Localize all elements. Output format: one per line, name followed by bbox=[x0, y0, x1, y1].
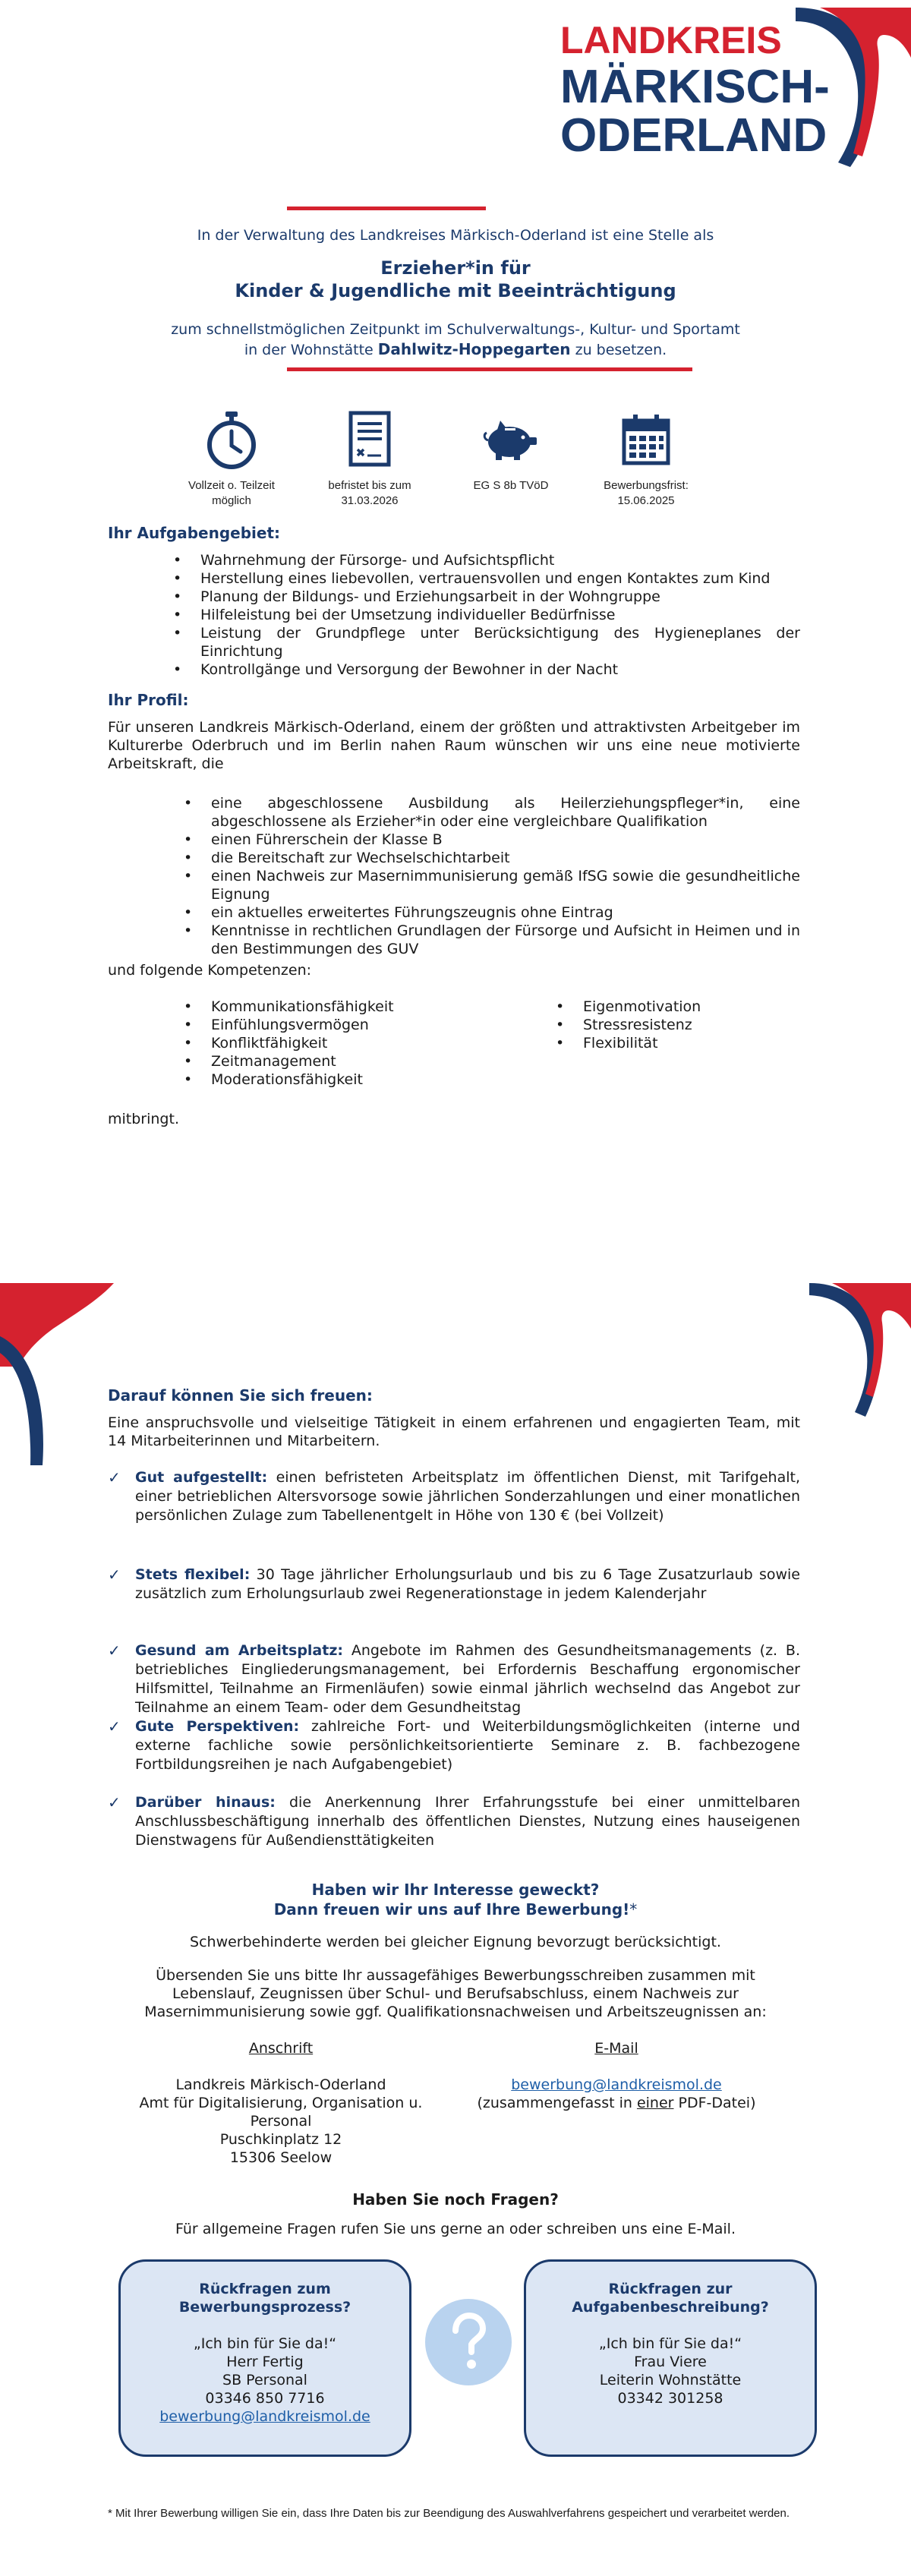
footnote-text: Mit Ihrer Bewerbung willigen Sie ein, dass Ihre Daten bis zur Beendigung des Auswahlverfahrens gespeichert und verarbeitet werden. bbox=[112, 2507, 790, 2520]
job-title-line-2: Kinder & Jugendliche mit Beeinträchtigung bbox=[235, 280, 676, 301]
list-item: • einen Führerschein der Klasse B bbox=[184, 831, 800, 849]
list-item: • Eigenmotivation bbox=[556, 998, 799, 1016]
email-note-prefix: (zusammengefasst in bbox=[477, 2095, 637, 2111]
fact-contract-term-label-1: befristet bis zum bbox=[328, 479, 411, 492]
benefit-text: einen befristeten Arbeitsplatz im öffentlichen Dienst, mit Tarifgehalt, einer betrieblichen Altersvorsoge sowie jährlichen Sonderzahlungen und einer monatlichen persönlichen Zulage zum Tabellenentgelt in Höhe von 130 € (bei Vollzeit) bbox=[135, 1469, 801, 1524]
benefit-text: Angebote im Rahmen des Gesundheitsmanagements (z. B. betriebliches Eingliederungsmanagement, bei Erfordernis Beschaffung ergonomischer Hilfsmittel, Teilnahme an Firmenläufen) sowie einmal jährlich wechselnd das Angebot zur Teilnahme an einem Team- oder dem Gesundheitstag bbox=[135, 1642, 800, 1716]
cta-line-2-text: Dann freuen wir uns auf Ihre Bewerbung! bbox=[273, 1900, 630, 1919]
contact-box-title-2: Aufgabenbeschreibung? bbox=[572, 2299, 769, 2316]
profile-intro: Für unseren Landkreis Märkisch-Oderland, einem der größten und attraktivsten Arbeitgeber im Kulturerbe Oderbruch und im Berlin nahen Raum wünschen wir uns eine neue motivierte Arbeitskraft, die bbox=[108, 719, 800, 772]
corner-emblem-left-icon bbox=[0, 1283, 114, 1465]
email-heading: E-Mail bbox=[594, 2040, 638, 2057]
list-item: • Flexibilität bbox=[556, 1034, 799, 1052]
contact-box-title-2: Bewerbungsprozess? bbox=[178, 2299, 351, 2316]
benefits-intro: Eine anspruchsvolle und vielseitige Tätigkeit in einem erfahrenen und engagierten Team, mit 14 Mitarbeiterinnen und Mitarbeitern. bbox=[108, 1414, 800, 1449]
cta-line-1: Haben wir Ihr Interesse geweckt? bbox=[311, 1881, 600, 1899]
contact-phone: 03342 301258 bbox=[617, 2390, 723, 2407]
corner-emblem-right-icon bbox=[805, 1283, 911, 1420]
questions-text: Für allgemeine Fragen rufen Sie uns gerne an oder schreiben uns eine E-Mail. bbox=[175, 2221, 736, 2237]
contact-box-application bbox=[118, 2259, 411, 2457]
intro-line-3-suffix: zu besetzen. bbox=[575, 342, 667, 358]
email-note-emphasis: einer bbox=[636, 2095, 674, 2111]
list-item: • einen Nachweis zur Masernimmunisierung gemäß IfSG sowie die gesundheitliche Eignung bbox=[184, 867, 800, 903]
logo-line-1: LANDKREIS bbox=[560, 19, 782, 61]
fact-work-time-label-1: Vollzeit o. Teilzeit bbox=[188, 479, 275, 492]
fact-salary-label-1: EG S 8b TVöD bbox=[473, 479, 549, 492]
contact-greeting: „Ich bin für Sie da!“ bbox=[193, 2335, 337, 2352]
list-item: • Herstellung eines liebevollen, vertrauensvollen und engen Kontaktes zum Kind bbox=[173, 569, 800, 588]
list-item: • Konfliktfähigkeit bbox=[184, 1034, 518, 1052]
address-heading: Anschrift bbox=[248, 2040, 314, 2057]
disability-notice: Schwerbehinderte werden bei gleicher Eignung bevorzugt berücksichtigt. bbox=[190, 1934, 721, 1950]
benefit-title: Gut aufgestellt: bbox=[135, 1469, 268, 1486]
benefit-item bbox=[108, 1717, 800, 1774]
contact-phone: 03346 850 7716 bbox=[205, 2390, 325, 2407]
intro-line-3 bbox=[76, 340, 835, 359]
piggy-bank-icon bbox=[481, 410, 541, 469]
document-icon bbox=[342, 410, 398, 469]
competences-right bbox=[556, 998, 799, 1052]
fact-contract-term bbox=[320, 410, 419, 509]
benefit-text: die Anerkennung Ihrer Erfahrungsstufe bei einer unmittelbaren Anschlussbeschäftigung innerhalb des öffentlichen Dienstes, Nutzung eines hauseigenen Dienstwagens für Außendiensttätigkeiten bbox=[135, 1794, 801, 1849]
profile-heading: Ihr Profil: bbox=[108, 691, 189, 709]
benefit-text: zahlreiche Fort- und Weiterbildungsmöglichkeiten (interne und externe fachliche sowie persönlichkeitsorientierte Seminare z. B. fachbezogene Fortbildungsreihen je nach Aufgabengebiet) bbox=[135, 1718, 800, 1773]
checkmark-icon: ✓ bbox=[108, 1793, 121, 1811]
fact-deadline-label-2: 15.06.2025 bbox=[617, 494, 675, 507]
footnote-mark: * bbox=[108, 2507, 112, 2520]
fact-work-time bbox=[182, 410, 281, 509]
contact-name: Herr Fertig bbox=[226, 2354, 304, 2370]
contact-role: SB Personal bbox=[222, 2372, 307, 2388]
list-item: • die Bereitschaft zur Wechselschichtarbeit bbox=[184, 849, 800, 867]
application-email-link[interactable]: bewerbung@landkreismol.de bbox=[511, 2076, 722, 2093]
benefit-item bbox=[108, 1641, 800, 1717]
intro-line-2: zum schnellstmöglichen Zeitpunkt im Schulverwaltungs-, Kultur- und Sportamt bbox=[171, 321, 740, 338]
address-line: Personal bbox=[250, 2113, 312, 2130]
questions-heading: Haben Sie noch Fragen? bbox=[352, 2190, 559, 2209]
list-item: • Moderationsfähigkeit bbox=[184, 1070, 518, 1089]
email-note bbox=[465, 2094, 768, 2112]
intro-line-3-prefix: in der Wohnstätte bbox=[244, 342, 374, 358]
address-line: Landkreis Märkisch-Oderland bbox=[175, 2076, 386, 2093]
workplace-location: Dahlwitz-Hoppegarten bbox=[377, 340, 571, 358]
list-item: • Planung der Bildungs- und Erziehungsarbeit in der Wohngruppe bbox=[173, 588, 800, 606]
list-item: • Zeitmanagement bbox=[184, 1052, 518, 1070]
checkmark-icon: ✓ bbox=[108, 1717, 121, 1736]
fact-deadline bbox=[597, 410, 695, 509]
question-mark-icon bbox=[424, 2297, 513, 2387]
checkmark-icon: ✓ bbox=[108, 1565, 121, 1584]
fact-work-time-label-2: möglich bbox=[212, 494, 251, 507]
list-item: • eine abgeschlossene Ausbildung als Heilerziehungspfleger*in, eine abgeschlossene als Erzieher*in oder eine vergleichbare Qualifikation bbox=[184, 794, 800, 831]
list-item: • Kontrollgänge und Versorgung der Bewohner in der Nacht bbox=[173, 661, 800, 679]
contact-greeting: „Ich bin für Sie da!“ bbox=[598, 2335, 742, 2352]
cta-footnote-mark: * bbox=[629, 1900, 638, 1919]
logo-line-2: MÄRKISCH- bbox=[560, 61, 830, 113]
profile-closing: mitbringt. bbox=[108, 1111, 179, 1127]
calendar-icon bbox=[618, 410, 674, 469]
address-line: Puschkinplatz 12 bbox=[219, 2131, 342, 2148]
stopwatch-icon bbox=[203, 410, 260, 469]
competences-left bbox=[184, 998, 518, 1089]
profile-list bbox=[184, 794, 800, 958]
benefit-item bbox=[108, 1793, 801, 1850]
benefit-title: Gesund am Arbeitsplatz: bbox=[135, 1642, 343, 1659]
benefit-title: Darüber hinaus: bbox=[135, 1794, 276, 1811]
benefit-item bbox=[108, 1565, 800, 1603]
benefit-title: Gute Perspektiven: bbox=[135, 1718, 300, 1735]
red-rule-bottom bbox=[287, 367, 692, 371]
benefit-title: Stets flexibel: bbox=[135, 1566, 251, 1583]
benefit-item bbox=[108, 1468, 801, 1525]
contact-email-link[interactable]: bewerbung@landkreismol.de bbox=[159, 2408, 370, 2425]
address-line: 15306 Seelow bbox=[229, 2149, 333, 2166]
footnote bbox=[108, 2505, 800, 2522]
logo-emblem-icon bbox=[790, 5, 911, 172]
address-line: Amt für Digitalisierung, Organisation u. bbox=[139, 2095, 423, 2111]
contact-box-title-1: Rückfragen zur bbox=[608, 2281, 733, 2297]
logo-line-3: ODERLAND bbox=[560, 109, 827, 162]
fact-contract-term-label-2: 31.03.2026 bbox=[341, 494, 399, 507]
list-item: • Wahrnehmung der Fürsorge- und Aufsichtspflicht bbox=[173, 551, 800, 569]
list-item: • Einfühlungsvermögen bbox=[184, 1016, 518, 1034]
fact-salary bbox=[462, 410, 560, 493]
email-note-suffix: PDF-Datei) bbox=[673, 2095, 756, 2111]
list-item: • Kommunikationsfähigkeit bbox=[184, 998, 518, 1016]
list-item: • Stressresistenz bbox=[556, 1016, 799, 1034]
tasks-list bbox=[173, 551, 800, 679]
red-rule-top bbox=[287, 207, 486, 210]
job-title-line-1: Erzieher*in für bbox=[380, 257, 531, 279]
benefit-text: 30 Tage jährlicher Erholungsurlaub und bis zu 6 Tage Zusatzurlaub sowie zusätzlich zum Erholungsurlaub zwei Regenerationstage in jedem Kalenderjahr bbox=[135, 1566, 800, 1602]
tasks-heading: Ihr Aufgabengebiet: bbox=[108, 524, 281, 542]
fact-deadline-label-1: Bewerbungsfrist: bbox=[604, 479, 689, 492]
benefits-heading: Darauf können Sie sich freuen: bbox=[108, 1386, 373, 1405]
contact-name: Frau Viere bbox=[634, 2354, 707, 2370]
address-block bbox=[137, 2039, 425, 2167]
cta-line-2 bbox=[76, 1900, 835, 1919]
list-item: • Leistung der Grundpflege unter Berücksichtigung des Hygieneplanes der Einrichtung bbox=[173, 624, 800, 661]
documents-request: Übersenden Sie uns bitte Ihr aussagefähiges Bewerbungsschreiben zusammen mit Lebenslauf, Zeugnissen über Schul- und Berufsabschluss, einem Nachweis zur Masernimmunisierung sowie ggf. Qualifikationsnachweisen und Arbeitszeugnissen an: bbox=[144, 1967, 767, 2020]
checkmark-icon: ✓ bbox=[108, 1641, 121, 1660]
email-block bbox=[465, 2039, 768, 2112]
contact-role: Leiterin Wohnstätte bbox=[599, 2372, 742, 2388]
intro-line-1: In der Verwaltung des Landkreises Märkisch-Oderland ist eine Stelle als bbox=[197, 227, 714, 244]
list-item: • Hilfeleistung bei der Umsetzung individueller Bedürfnisse bbox=[173, 606, 800, 624]
contact-box-tasks bbox=[524, 2259, 817, 2457]
list-item: • Kenntnisse in rechtlichen Grundlagen der Fürsorge und Aufsicht in Heimen und in den Bestimmungen des GUV bbox=[184, 922, 800, 958]
contact-box-title-1: Rückfragen zum bbox=[199, 2281, 331, 2297]
competence-intro: und folgende Kompetenzen: bbox=[108, 962, 312, 979]
checkmark-icon: ✓ bbox=[108, 1468, 121, 1487]
list-item: • ein aktuelles erweitertes Führungszeugnis ohne Eintrag bbox=[184, 903, 800, 922]
